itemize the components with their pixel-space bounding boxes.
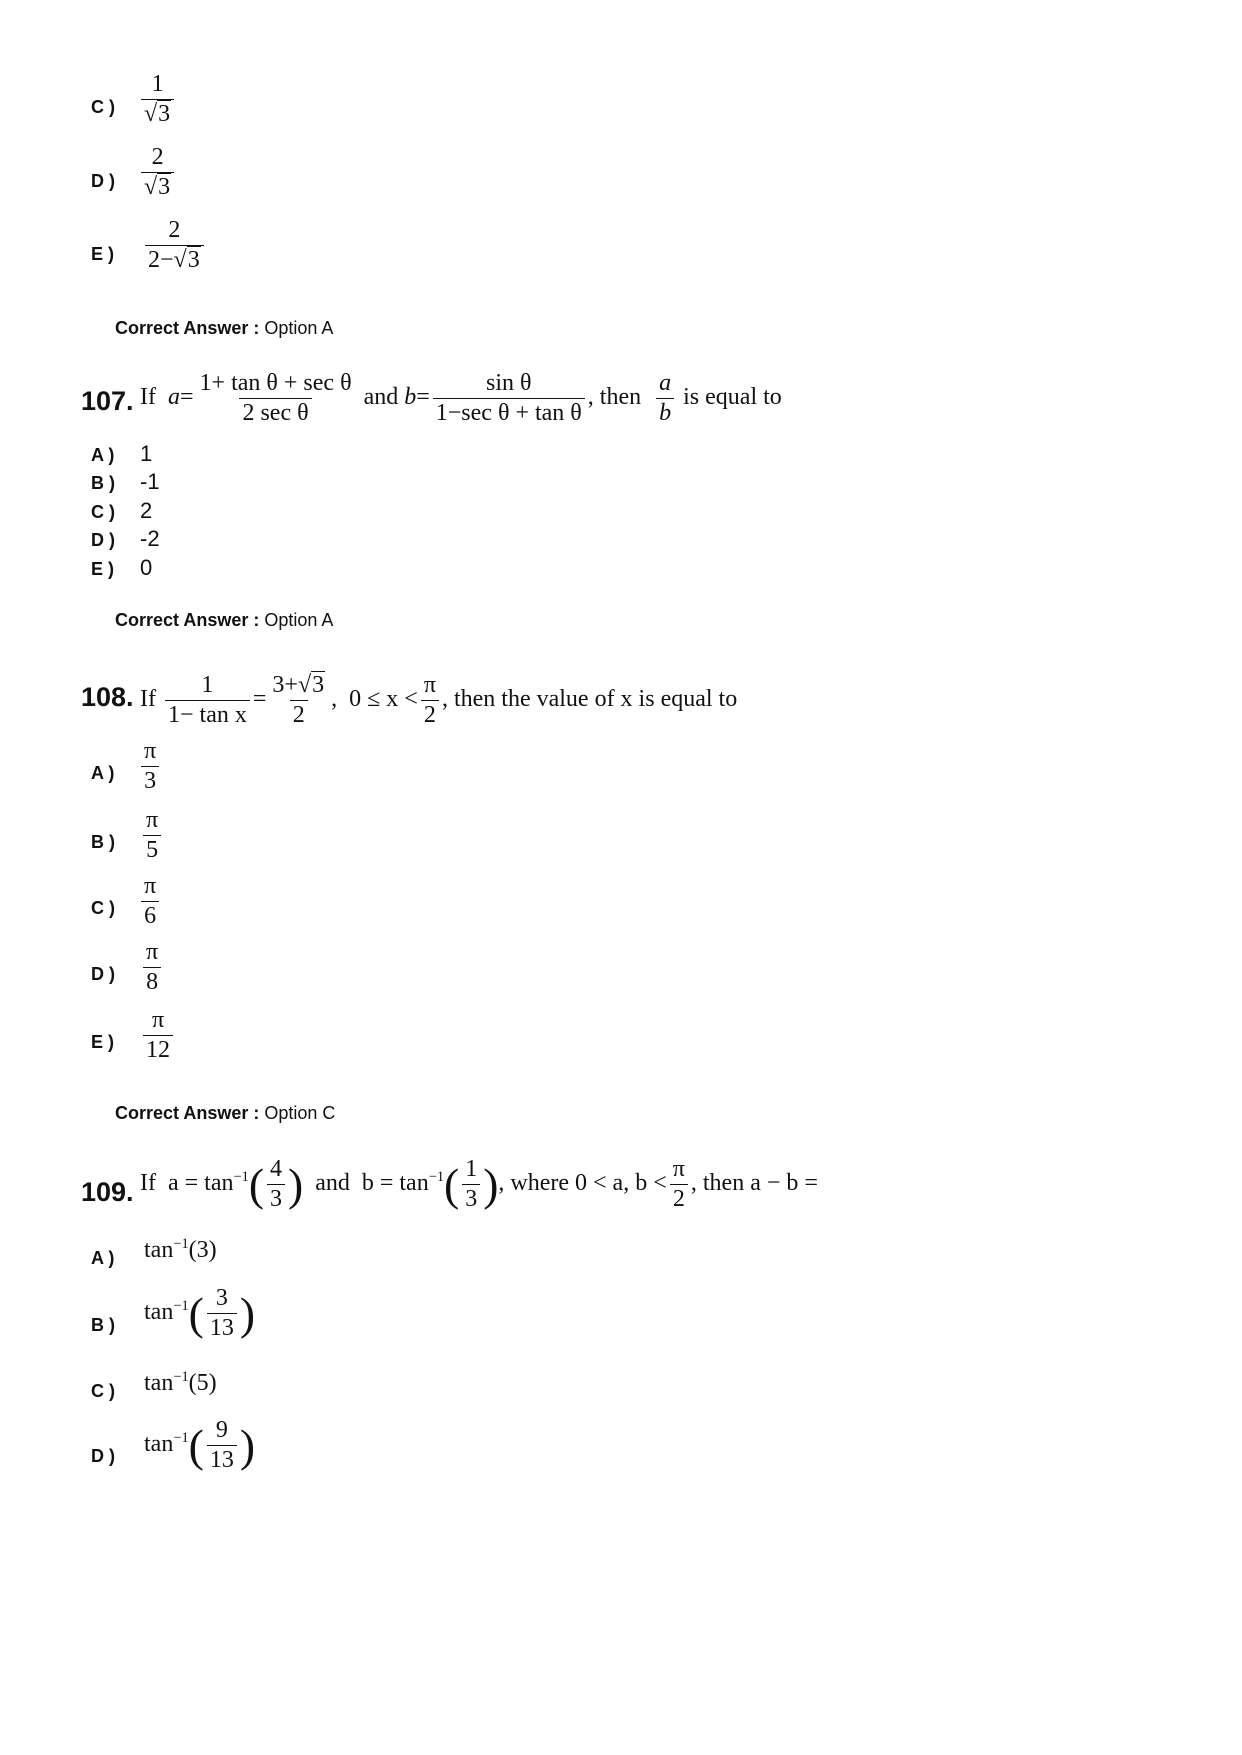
option-label: B ) — [91, 1315, 115, 1335]
question-107-stem: If a= $\frac{\text{1+ tan θ + sec θ}}{\text{2 sec θ}}$ and b= $\frac{\text{sin θ}}{\text{1−sec θ + tan θ}}$ , then $\frac{a}{b}$ is equal to — [140, 370, 782, 427]
option-value: -2 — [140, 526, 160, 551]
question-108-stem: If $\frac{1}{\text{1− tan x}}$ = $\frac{3+√3}{2}$ , 0 ≤ x < $\frac{\pi}{2}$ , then the value of x is equal to — [140, 672, 738, 729]
option-label: D ) — [91, 171, 115, 191]
correct-answer — [115, 1103, 335, 1124]
option-label: A ) — [91, 445, 115, 465]
question-109-stem: If $a = \tan^{-1}$( $\frac{4}{3}$ ) and $b = \tan^{-1}$( $\frac{1}{3}$ ), where 0 < a, b < $\frac{\pi}{2}$ , then a − b = — [140, 1156, 818, 1213]
question-number: 109. — [81, 1177, 134, 1207]
option-value: 2 — [140, 498, 153, 523]
option-value: $\frac{\pi}{12}$ — [140, 1008, 176, 1063]
option-label: C ) — [91, 97, 115, 117]
option-value: $\frac{\pi}{8}$ — [140, 940, 164, 995]
correct-answer-value: Option A — [264, 610, 334, 630]
option-value: $\frac{\pi}{5}$ — [140, 808, 164, 863]
question-number: 108. — [81, 682, 134, 712]
correct-answer-label: Correct Answer : — [115, 610, 260, 630]
option-value: $\frac{2}{√3}$ — [138, 145, 177, 200]
correct-answer-value: Option C — [264, 1103, 336, 1123]
option-value: -1 — [140, 469, 160, 494]
correct-answer — [115, 318, 333, 339]
option-label: C ) — [91, 502, 115, 522]
option-value: $\frac{1}{√3}$ — [138, 72, 177, 127]
option-label: E ) — [91, 244, 115, 264]
option-value: $\tan^{-1}(5)$ — [144, 1369, 217, 1396]
option-value: $\tan^{-1}(3)$ — [144, 1236, 217, 1263]
option-value: $\frac{2}{2-√3}$ — [142, 218, 207, 273]
correct-answer-label: Correct Answer : — [115, 318, 260, 338]
option-label: E ) — [91, 559, 115, 579]
option-label: D ) — [91, 1446, 115, 1466]
correct-answer-label: Correct Answer : — [115, 1103, 260, 1123]
option-value: $\frac{\pi}{3}$ — [138, 739, 162, 794]
option-label: A ) — [91, 763, 115, 783]
option-value: $\tan^{-1}$( $\frac{9}{13}$ ) — [144, 1417, 256, 1474]
option-label: C ) — [91, 1381, 115, 1401]
option-value: $\tan^{-1}$( $\frac{3}{13}$ ) — [144, 1285, 256, 1342]
option-label: A ) — [91, 1248, 115, 1268]
option-value: 0 — [140, 555, 153, 580]
option-label: B ) — [91, 473, 115, 493]
correct-answer-value: Option A — [264, 318, 334, 338]
option-label: D ) — [91, 964, 115, 984]
option-label: E ) — [91, 1032, 115, 1052]
question-number: 107. — [81, 386, 134, 416]
option-label: C ) — [91, 898, 115, 918]
option-label: B ) — [91, 832, 115, 852]
option-label: D ) — [91, 530, 115, 550]
correct-answer — [115, 610, 333, 631]
option-value: $\frac{\pi}{6}$ — [138, 874, 162, 929]
option-value: 1 — [140, 441, 153, 466]
